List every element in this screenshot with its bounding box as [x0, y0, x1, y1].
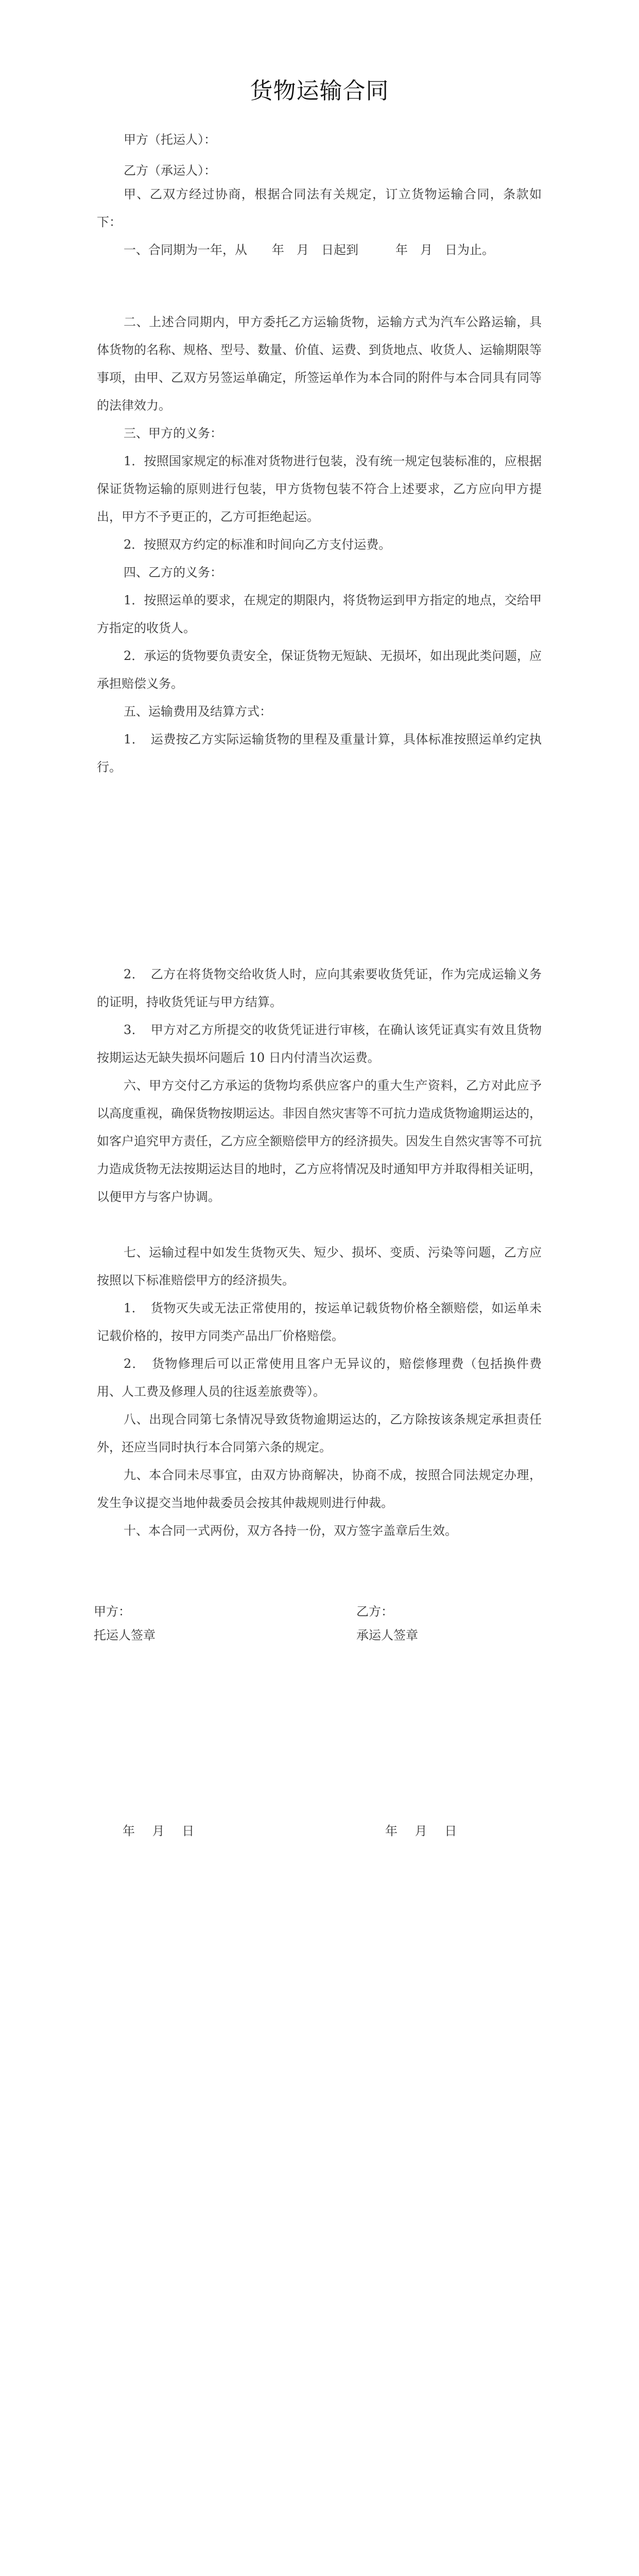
party-b-signature-label: 乙方： [356, 1604, 393, 1619]
clause-5-item-1: 1． 运费按乙方实际运输货物的里程及重量计算，具体标准按照运单约定执行。 [97, 732, 542, 774]
clause-5-item-2: 2． 乙方在将货物交给收货人时，应向其索要收货凭证，作为完成运输义务的证明，持收货凭证与甲方结算。 [97, 967, 542, 1009]
clause-3-title: 三、甲方的义务： [124, 426, 222, 440]
party-a-seal-label: 托运人签章 [94, 1628, 156, 1642]
clause-4-title: 四、乙方的义务： [124, 565, 222, 580]
clause-4-item-1: 1．按照运单的要求，在规定的期限内，将货物运到甲方指定的地点，交给甲方指定的收货人。 [97, 593, 542, 635]
term-clause: 一、合同期为一年，从 年 月 日起到 年 月 日为止。 [124, 243, 494, 257]
clause-7-item-2: 2． 货物修理后可以正常使用且客户无异议的，赔偿修理费（包括换件费用、人工费及修理人员的往返差旅费等）。 [97, 1357, 542, 1399]
party-b-line: 乙方（承运人）： [124, 163, 216, 178]
clause-2: 二、上述合同期内，甲方委托乙方运输货物，运输方式为汽车公路运输，具体货物的名称、规格、型号、数量、价值、运费、到货地点、收货人、运输期限等事项，由甲、乙双方另签运单确定，所签运单作为本合同的附件与本合同具有同等的法律效力。 [97, 315, 542, 413]
clause-7-item-1: 1． 货物灭失或无法正常使用的，按运单记载货物价格全额赔偿，如运单未记载价格的，按甲方同类产品出厂价格赔偿。 [97, 1301, 542, 1343]
clause-10: 十、本合同一式两份，双方各持一份，双方签字盖章后生效。 [124, 1523, 457, 1538]
party-b-seal-label: 承运人签章 [356, 1628, 418, 1642]
clause-5-item-3: 3． 甲方对乙方所提交的收货凭证进行审核，在确认该凭证真实有效且货物按期运达无缺失损坏问题后 10 日内付清当次运费。 [97, 1023, 542, 1065]
party-a-line: 甲方（托运人）： [124, 132, 216, 147]
clause-3-item-1: 1．按照国家规定的标准对货物进行包装，没有统一规定包装标准的，应根据保证货物运输的原则进行包装，甲方货物包装不符合上述要求，乙方应向甲方提出，甲方不予更正的，乙方可拒绝起运。 [97, 454, 542, 524]
clause-8: 八、出现合同第七条情况导致货物逾期运达的，乙方除按该条规定承担责任外，还应当同时执行本合同第六条的规定。 [97, 1412, 542, 1454]
clause-7: 七、运输过程中如发生货物灭失、短少、损坏、变质、污染等问题，乙方应按照以下标准赔偿甲方的经济损失。 [97, 1245, 542, 1287]
clause-6: 六、甲方交付乙方承运的货物均系供应客户的重大生产资料，乙方对此应予以高度重视，确保货物按期运达。非因自然灾害等不可抗力造成货物逾期运达的，如客户追究甲方责任，乙方应全额赔偿甲方的经济损失。因发生自然灾害等不可抗力造成货物无法按期运达目的地时，乙方应将情况及时通知甲方并取得相关证明，以便甲方与客户协调。 [97, 1078, 542, 1204]
page-title: 货物运输合同 [250, 78, 389, 104]
clause-5-title: 五、运输费用及结算方式： [124, 704, 272, 719]
clause-3-item-2: 2．按照双方约定的标准和时间向乙方支付运费。 [124, 537, 391, 552]
clause-4-item-2: 2．承运的货物要负责安全，保证货物无短缺、无损坏，如出现此类问题，应承担赔偿义务。 [97, 649, 542, 691]
intro-paragraph: 甲、乙双方经过协商，根据合同法有关规定，订立货物运输合同，条款如下： [97, 187, 542, 229]
party-a-signature-label: 甲方： [94, 1604, 131, 1619]
party-b-date: 年 月 日 [385, 1824, 457, 1838]
party-a-date: 年 月 日 [123, 1824, 195, 1838]
clause-9: 九、本合同未尽事宜，由双方协商解决，协商不成，按照合同法规定办理，发生争议提交当地仲裁委员会按其仲裁规则进行仲裁。 [97, 1468, 542, 1510]
